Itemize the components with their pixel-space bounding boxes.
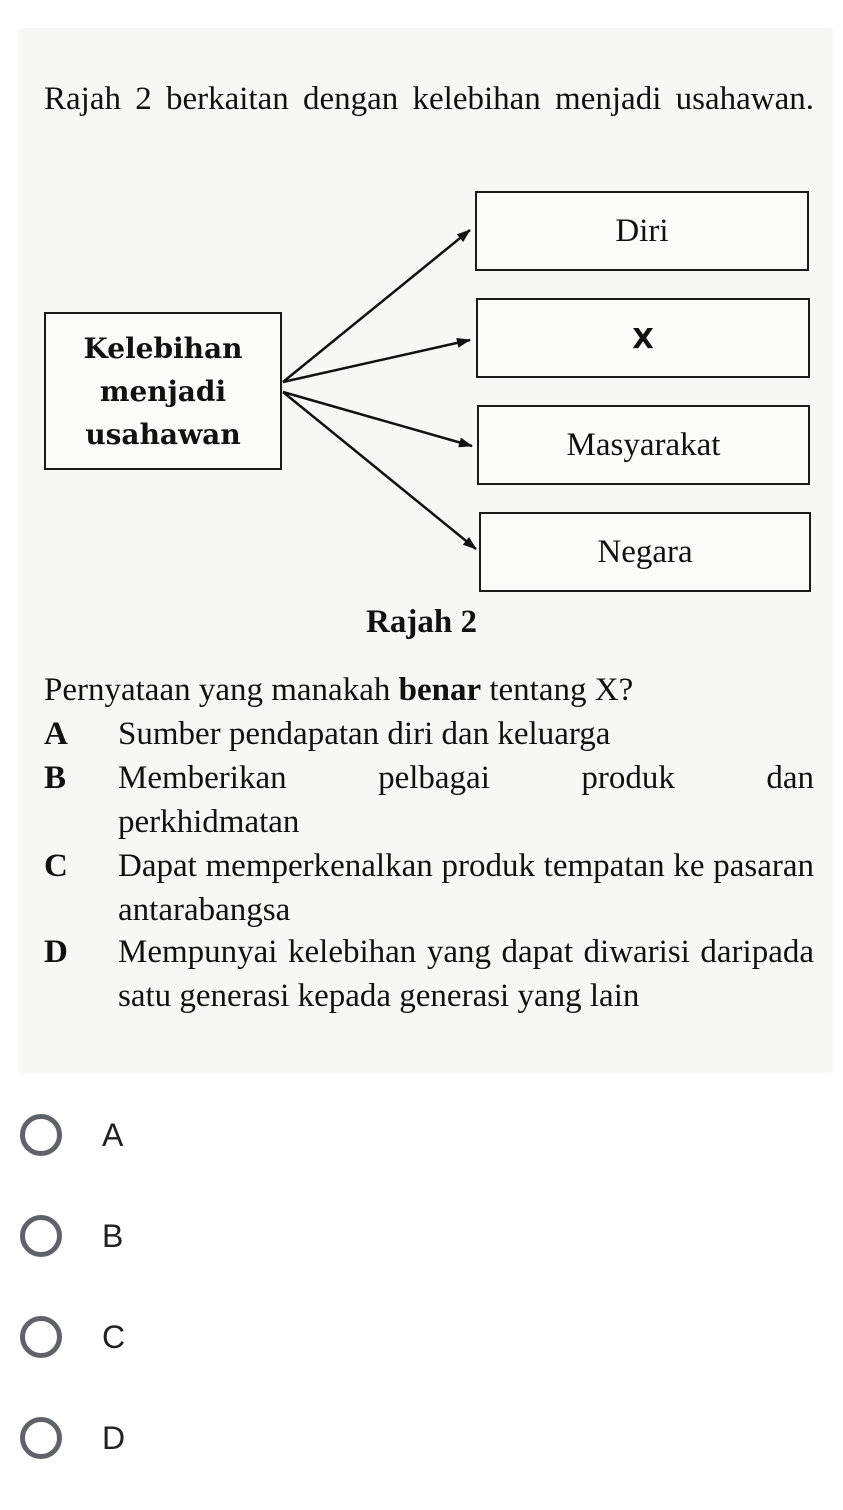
center-box — [44, 312, 282, 470]
target-box-diri — [475, 191, 809, 271]
option-text: Memberikan pelbagai produk dan perkhidmatan — [118, 760, 814, 840]
radio-button[interactable] — [20, 1417, 62, 1459]
choice-label: D — [102, 1419, 126, 1456]
target-box-x — [476, 298, 810, 378]
option-text: Sumber pendapatan diri dan keluarga — [118, 716, 611, 752]
arrow-to-diri — [283, 230, 470, 382]
prompt-bold: benar — [398, 672, 482, 708]
center-line: Kelebihan — [83, 331, 243, 365]
arrow-to-masyarakat — [283, 392, 472, 446]
choice-label: B — [102, 1217, 124, 1254]
option-b — [44, 756, 814, 844]
option-letter: D — [44, 934, 68, 970]
choice-d[interactable] — [20, 1408, 320, 1468]
radio-button[interactable] — [20, 1114, 62, 1156]
arrow-to-x — [283, 340, 470, 382]
center-line: usahawan — [85, 417, 241, 451]
question-intro: Rajah 2 berkaitan dengan kelebihan menjadi usahawan. — [44, 81, 814, 117]
option-text: Mempunyai kelebihan yang dapat diwarisi daripada satu generasi kepada generasi yang lain — [118, 934, 814, 1014]
prompt-text: tentang X? — [481, 672, 634, 708]
radio-button[interactable] — [20, 1215, 62, 1257]
option-letter: B — [44, 760, 67, 796]
choice-label: A — [102, 1116, 124, 1153]
option-c — [44, 844, 814, 932]
target-label: X — [632, 321, 654, 355]
option-d — [44, 930, 814, 1062]
arrow-to-negara — [283, 392, 476, 549]
choice-c[interactable] — [20, 1307, 320, 1367]
choice-label: C — [102, 1318, 126, 1355]
diagram-caption: Rajah 2 — [366, 604, 477, 640]
choice-a[interactable] — [20, 1105, 320, 1165]
target-label: Diri — [615, 212, 669, 249]
target-box-negara — [479, 512, 811, 592]
target-box-masyarakat — [477, 405, 810, 485]
option-a — [44, 712, 814, 756]
prompt-text: Pernyataan yang manakah — [44, 672, 399, 708]
option-letter: C — [44, 848, 68, 884]
choice-b[interactable] — [20, 1206, 320, 1266]
option-text: Dapat memperkenalkan produk tempatan ke pasaran antarabangsa — [118, 848, 814, 928]
target-label: Negara — [597, 533, 693, 570]
radio-button[interactable] — [20, 1316, 62, 1358]
center-line: menjadi — [99, 374, 227, 408]
target-label: Masyarakat — [566, 426, 721, 463]
option-letter: A — [44, 716, 68, 752]
question-prompt — [44, 668, 814, 712]
